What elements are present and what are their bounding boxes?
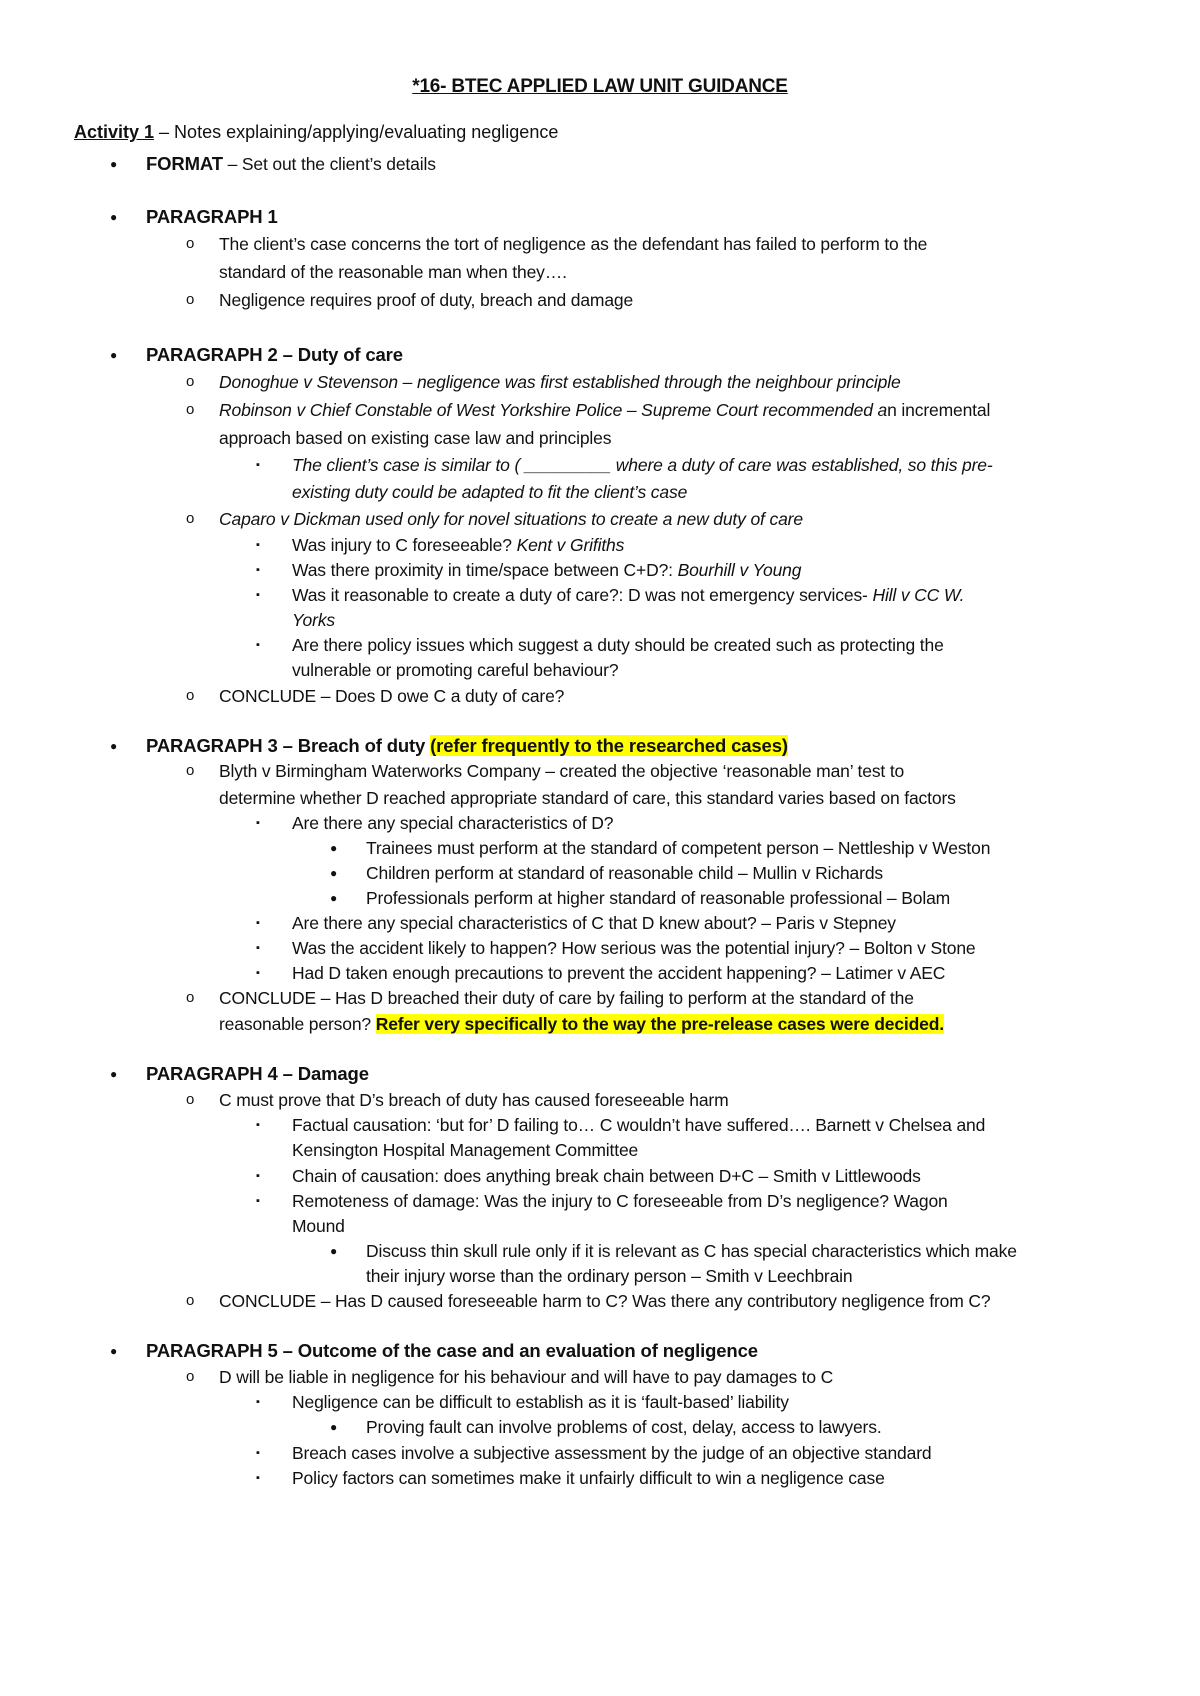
p5-proving-fault: Proving fault can involve problems of cost, delay, access to lawyers.	[366, 1417, 882, 1437]
p4-intro: C must prove that D’s breach of duty has caused foreseeable harm	[219, 1090, 729, 1110]
bullet-icon: ●	[330, 866, 338, 880]
bullet-icon: ●	[110, 1067, 118, 1081]
square-bullet-icon: ▪	[256, 1447, 260, 1459]
circle-bullet-icon: o	[186, 401, 195, 418]
p2-question-3-cont: Yorks	[292, 610, 336, 630]
p2-question-4: Are there policy issues which suggest a duty should be created such as protecting the	[292, 635, 944, 655]
robinson-case: Robinson v Chief Constable of West Yorkshire Police – Supreme Court recommended a	[219, 400, 888, 420]
document-title: *16- BTEC APPLIED LAW UNIT GUIDANCE	[412, 76, 788, 97]
q3-case: Hill v CC W.	[872, 585, 965, 605]
p4-conclude: CONCLUDE – Has D caused foreseeable harm to C? Was there any contributory negligence from C?	[219, 1291, 991, 1311]
bullet-icon: ●	[110, 210, 118, 224]
p3-trainees: Trainees must perform at the standard of competent person – Nettleship v Weston	[366, 838, 991, 858]
p2-question-2	[292, 558, 801, 582]
p4-chain: Chain of causation: does anything break chain between D+C – Smith v Littlewoods	[292, 1166, 921, 1186]
bullet-icon: ●	[110, 1344, 118, 1358]
bullet-icon: ●	[110, 348, 118, 362]
square-bullet-icon: ▪	[256, 589, 260, 601]
q3-text: Was it reasonable to create a duty of care?: D was not emergency services-	[292, 585, 873, 605]
p4-remoteness: Remoteness of damage: Was the injury to C foreseeable from D’s negligence? Wagon	[292, 1191, 948, 1211]
square-bullet-icon: ▪	[256, 459, 260, 471]
p2-similar-cont: existing duty could be adapted to fit the client’s case	[292, 482, 688, 502]
q2-case: Bourhill v Young	[677, 560, 802, 580]
square-bullet-icon: ▪	[256, 539, 260, 551]
p2-question-4-cont: vulnerable or promoting careful behaviour?	[292, 660, 619, 680]
paragraph-2-heading: PARAGRAPH 2 – Duty of care	[146, 344, 403, 365]
robinson-text: n incremental	[887, 400, 991, 420]
bullet-icon: ●	[330, 891, 338, 905]
circle-bullet-icon: o	[186, 989, 195, 1006]
circle-bullet-icon: o	[186, 1292, 195, 1309]
p3-blyth-cont: determine whether D reached appropriate standard of care, this standard varies based on factors	[219, 788, 956, 808]
p3-professionals: Professionals perform at higher standard of reasonable professional – Bolam	[366, 888, 951, 908]
p2-robinson-cont: approach based on existing case law and principles	[219, 428, 612, 448]
bullet-icon: ●	[330, 841, 338, 855]
square-bullet-icon: ▪	[256, 817, 260, 829]
format-text: – Set out the client’s details	[222, 154, 436, 174]
square-bullet-icon: ▪	[256, 1119, 260, 1131]
p2-similar: The client’s case is similar to ( _________ where a duty of care was established, so this pre-	[292, 455, 993, 475]
circle-bullet-icon: o	[186, 510, 195, 527]
p3-conclude: CONCLUDE – Has D breached their duty of care by failing to perform at the standard of the	[219, 988, 914, 1008]
square-bullet-icon: ▪	[256, 1472, 260, 1484]
p3-char-d: Are there any special characteristics of D?	[292, 813, 614, 833]
activity-label: Activity 1	[74, 122, 155, 142]
p1-item-2: Negligence requires proof of duty, breach and damage	[219, 290, 634, 310]
bullet-icon: ●	[110, 739, 118, 753]
format-line	[146, 152, 436, 176]
square-bullet-icon: ▪	[256, 917, 260, 929]
square-bullet-icon: ▪	[256, 639, 260, 651]
format-heading: FORMAT	[146, 153, 223, 174]
paragraph-1-heading: PARAGRAPH 1	[146, 206, 278, 227]
p3-precautions: Had D taken enough precautions to prevent the accident happening? – Latimer v AEC	[292, 963, 946, 983]
p4-factual-cont: Kensington Hospital Management Committee	[292, 1140, 639, 1160]
p3-blyth: Blyth v Birmingham Waterworks Company – created the objective ‘reasonable man’ test to	[219, 761, 905, 781]
square-bullet-icon: ▪	[256, 564, 260, 576]
p2-conclude: CONCLUDE – Does D owe C a duty of care?	[219, 686, 565, 706]
activity-heading	[74, 122, 558, 143]
p3-heading-highlight: (refer frequently to the researched cases)	[430, 735, 788, 756]
p3-likely: Was the accident likely to happen? How serious was the potential injury? – Bolton v Stone	[292, 938, 976, 958]
p5-difficult: Negligence can be difficult to establish as it is ‘fault-based’ liability	[292, 1392, 789, 1412]
circle-bullet-icon: o	[186, 1091, 195, 1108]
q2-text: Was there proximity in time/space between C+D?:	[292, 560, 678, 580]
p2-caparo: Caparo v Dickman used only for novel situations to create a new duty of care	[219, 509, 803, 529]
square-bullet-icon: ▪	[256, 967, 260, 979]
paragraph-3-heading	[146, 734, 788, 758]
circle-bullet-icon: o	[186, 235, 195, 252]
p3-conclude-highlight: Refer very specifically to the way the pre-release cases were decided.	[375, 1014, 944, 1034]
p3-char-c: Are there any special characteristics of C that D knew about? – Paris v Stepney	[292, 913, 896, 933]
p4-remoteness-cont: Mound	[292, 1216, 345, 1236]
square-bullet-icon: ▪	[256, 1195, 260, 1207]
bullet-icon: ●	[330, 1244, 338, 1258]
circle-bullet-icon: o	[186, 373, 195, 390]
square-bullet-icon: ▪	[256, 1170, 260, 1182]
q1-text: Was injury to C foreseeable?	[292, 535, 517, 555]
p4-thin-skull-cont: their injury worse than the ordinary person – Smith v Leechbrain	[366, 1266, 853, 1286]
p5-liable: D will be liable in negligence for his behaviour and will have to pay damages to C	[219, 1367, 834, 1387]
p3-children: Children perform at standard of reasonable child – Mullin v Richards	[366, 863, 884, 883]
p5-breach: Breach cases involve a subjective assessment by the judge of an objective standard	[292, 1443, 932, 1463]
bullet-icon: ●	[110, 157, 118, 171]
p4-factual: Factual causation: ‘but for’ D failing to… C wouldn’t have suffered…. Barnett v Chelsea and	[292, 1115, 986, 1135]
p2-donoghue: Donoghue v Stevenson – negligence was first established through the neighbour principle	[219, 372, 901, 392]
p1-item-1: The client’s case concerns the tort of negligence as the defendant has failed to perform to the	[219, 234, 928, 254]
p1-item-1-cont: standard of the reasonable man when they….	[219, 262, 567, 282]
paragraph-4-heading: PARAGRAPH 4 – Damage	[146, 1063, 369, 1084]
activity-text: – Notes explaining/applying/evaluating negligence	[154, 122, 559, 142]
q1-case: Kent v Grifiths	[516, 535, 625, 555]
circle-bullet-icon: o	[186, 762, 195, 779]
p3-conclude-cont	[219, 1012, 944, 1036]
p2-question-3	[292, 583, 964, 607]
square-bullet-icon: ▪	[256, 1396, 260, 1408]
p2-question-1	[292, 533, 624, 557]
circle-bullet-icon: o	[186, 687, 195, 704]
paragraph-5-heading: PARAGRAPH 5 – Outcome of the case and an evaluation of negligence	[146, 1340, 758, 1361]
p4-thin-skull: Discuss thin skull rule only if it is relevant as C has special characteristics which make	[366, 1241, 1017, 1261]
circle-bullet-icon: o	[186, 1368, 195, 1385]
p5-policy: Policy factors can sometimes make it unfairly difficult to win a negligence case	[292, 1468, 885, 1488]
bullet-icon: ●	[330, 1420, 338, 1434]
p3-conclude-text: reasonable person?	[219, 1014, 376, 1034]
p2-robinson	[219, 398, 990, 422]
circle-bullet-icon: o	[186, 291, 195, 308]
p3-heading-text: PARAGRAPH 3 – Breach of duty	[146, 735, 431, 756]
square-bullet-icon: ▪	[256, 942, 260, 954]
